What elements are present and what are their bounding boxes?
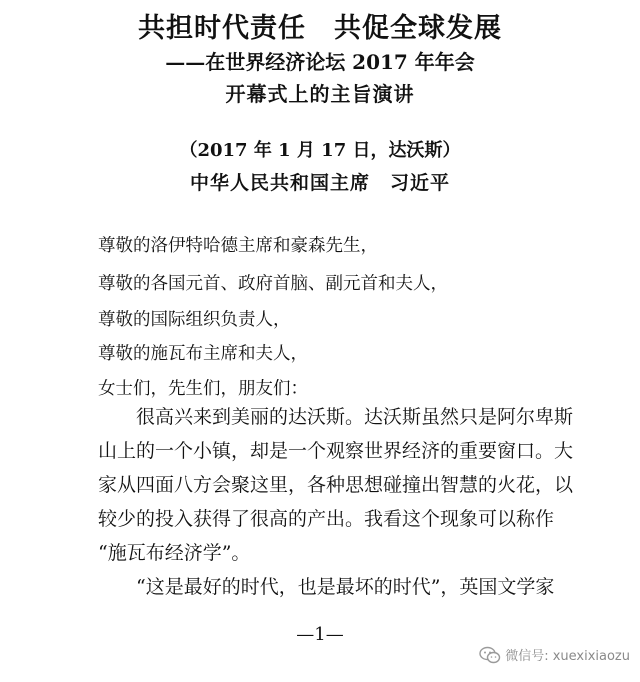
author-line: 中华人民共和国主席 习近平 — [189, 172, 450, 194]
page-number: —1— — [296, 624, 344, 645]
salutation-line: 尊敬的国际组织负责人， — [98, 310, 291, 330]
body-line: “这是最好的时代，也是最坏的时代”，英国文学家 — [98, 576, 555, 598]
salutation-line: 女士们，先生们，朋友们： — [98, 379, 308, 399]
body-line: 很高兴来到美丽的达沃斯。达沃斯虽然只是阿尔卑斯 — [98, 406, 574, 428]
document-subtitle-line1: ——在世界经济论坛 2017 年年会 — [165, 50, 475, 74]
watermark — [479, 645, 630, 664]
salutation-line: 尊敬的洛伊特哈德主席和豪森先生， — [98, 236, 378, 256]
wechat-icon — [479, 646, 501, 664]
salutation-line: 尊敬的施瓦布主席和夫人， — [98, 344, 308, 364]
salutation-line: 尊敬的各国元首、政府首脑、副元首和夫人， — [98, 274, 448, 294]
dateline: （2017 年 1 月 17 日，达沃斯） — [179, 140, 461, 161]
body-line: 家从四面八方会聚这里，各种思想碰撞出智慧的火花，以 — [98, 474, 574, 496]
body-paragraph — [98, 400, 572, 570]
watermark-text: 微信号: xuexixiaozu — [505, 649, 630, 664]
document-subtitle-line2: 开幕式上的主旨演讲 — [225, 82, 415, 106]
body-paragraph — [98, 570, 572, 604]
document-title: 共担时代责任 共促全球发展 — [138, 13, 502, 44]
body-line: “施瓦布经济学”。 — [98, 542, 251, 564]
body-line: 山上的一个小镇，却是一个观察世界经济的重要窗口。大 — [98, 440, 574, 462]
body-line: 较少的投入获得了很高的产出。我看这个现象可以称作 — [98, 508, 555, 530]
